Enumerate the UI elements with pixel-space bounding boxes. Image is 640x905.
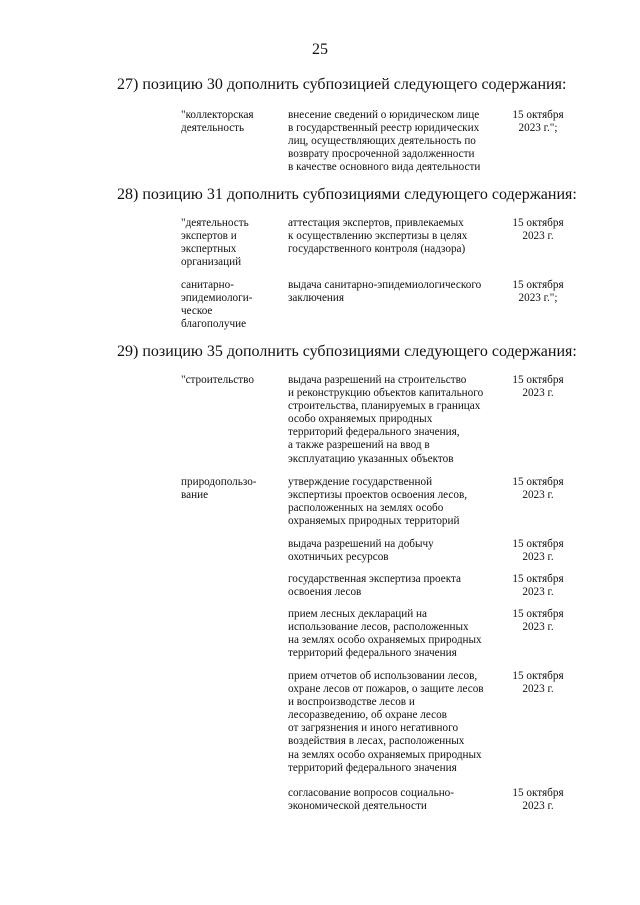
- date-cell: 15 октября 2023 г.: [512, 787, 564, 813]
- date-cell: 15 октября 2023 г.: [512, 476, 564, 502]
- date-cell: 15 октября 2023 г.: [512, 573, 564, 599]
- measure-cell: внесение сведений о юридическом лице в государственный реестр юридических лиц, осуществляющих деятельность по возврату просроченной задолженности в качестве основного вида деятельности: [288, 109, 481, 174]
- measure-cell: выдача санитарно-эпидемиологического заключения: [288, 279, 482, 305]
- date-cell: 15 октября 2023 г.";: [512, 109, 564, 135]
- activity-cell: природопользо- вание: [181, 476, 257, 502]
- section-heading-29: 29) позицию 35 дополнить субпозициями следующего содержания:: [117, 343, 577, 360]
- date-cell: 15 октября 2023 г.: [512, 538, 564, 564]
- measure-cell: утверждение государственной экспертизы проектов освоения лесов, расположенных на землях особо охраняемых природных территорий: [288, 476, 468, 528]
- activity-cell: "деятельность экспертов и экспертных организаций: [181, 217, 249, 269]
- measure-cell: выдача разрешений на добычу охотничьих ресурсов: [288, 538, 434, 564]
- measure-cell: прием отчетов об использовании лесов, охране лесов от пожаров, о защите лесов и воспроизводстве лесов и лесоразведению, об охране лесов от загрязнения и иного негативного воздействия в лесах, расположенных на землях особо охраняемых природных территорий федерального значения: [288, 670, 484, 774]
- date-cell: 15 октября 2023 г.: [512, 374, 564, 400]
- activity-cell: "строительство: [181, 374, 254, 386]
- measure-cell: государственная экспертиза проекта освоения лесов: [288, 573, 461, 599]
- section-heading-28: 28) позицию 31 дополнить субпозициями следующего содержания:: [117, 186, 577, 203]
- activity-cell: "коллекторская деятельность: [181, 109, 254, 135]
- date-cell: 15 октября 2023 г.: [512, 608, 564, 634]
- measure-cell: аттестация экспертов, привлекаемых к осуществлению экспертизы в целях государственного контроля (надзора): [288, 217, 468, 256]
- date-cell: 15 октября 2023 г.: [512, 670, 564, 696]
- section-heading-27: 27) позицию 30 дополнить субпозицией следующего содержания:: [117, 76, 567, 93]
- measure-cell: прием лесных деклараций на использование лесов, расположенных на землях особо охраняемых природных территорий федерального значения: [288, 608, 482, 660]
- date-cell: 15 октября 2023 г.";: [512, 279, 564, 305]
- date-cell: 15 октября 2023 г.: [512, 217, 564, 243]
- measure-cell: выдача разрешений на строительство и реконструкцию объектов капитального строительства, планируемых в границах особо охраняемых природных территорий федерального значения, а также разрешений на ввод в эксплуатацию указанных объектов: [288, 374, 484, 465]
- measure-cell: согласование вопросов социально- экономической деятельности: [288, 787, 455, 813]
- page-number: 25: [312, 41, 328, 58]
- activity-cell: санитарно- эпидемиологи- ческое благополучие: [181, 279, 253, 331]
